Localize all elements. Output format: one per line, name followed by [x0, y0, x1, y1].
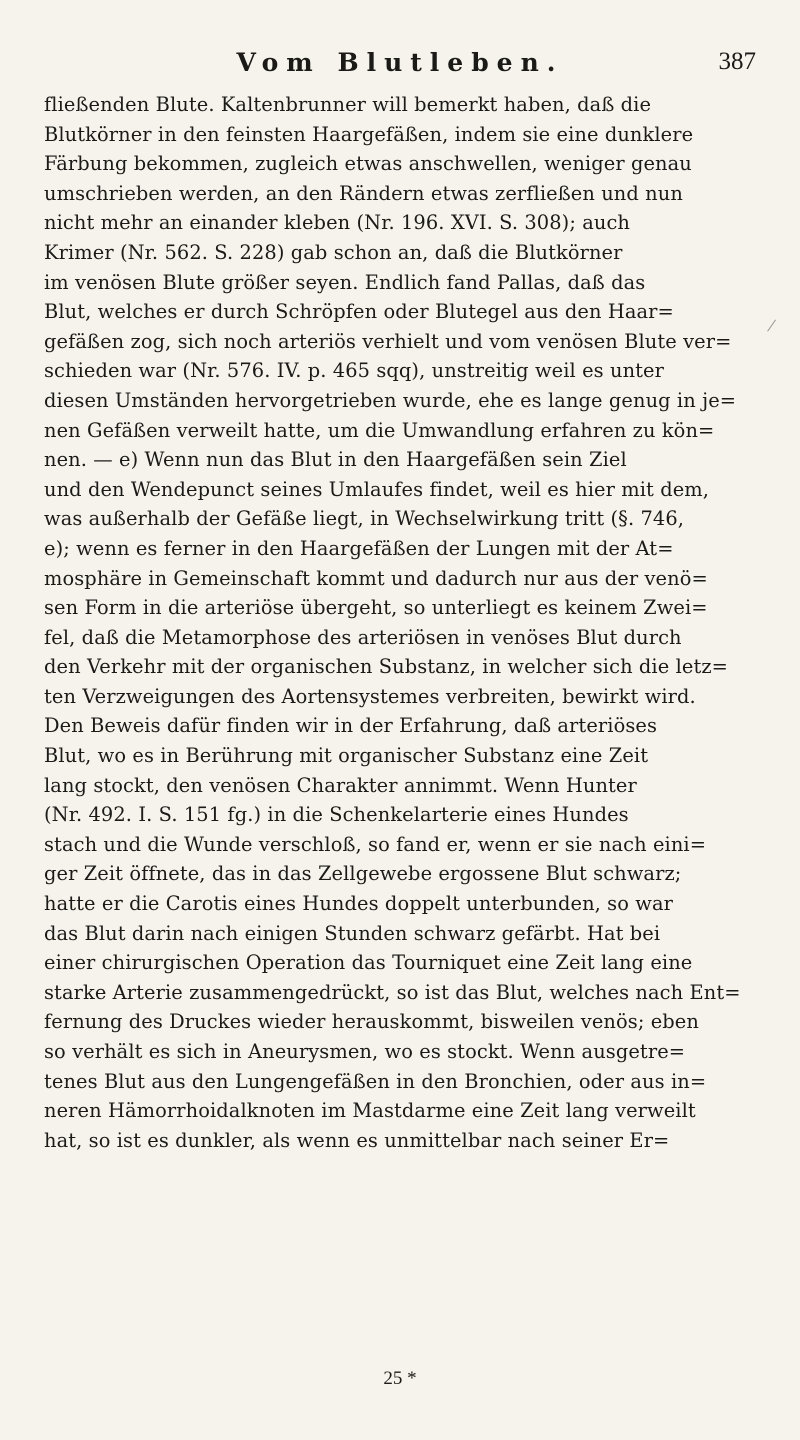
text-line: diesen Umständen hervorgetrieben wurde, ehe es lange genug in je=: [44, 388, 737, 412]
text-line: fel, daß die Metamorphose des arteriösen in venöses Blut durch: [44, 625, 682, 649]
page-number: 387: [718, 48, 756, 75]
text-line: hatte er die Carotis eines Hundes doppelt unterbunden, so war: [44, 892, 673, 916]
text-line: Blut, welches er durch Schröpfen oder Blutegel aus den Haar=: [44, 300, 674, 324]
running-head: Vom Blutleben.: [236, 48, 564, 77]
text-line: Krimer (Nr. 562. S. 228) gab schon an, daß die Blutkörner: [44, 240, 623, 264]
text-line: im venösen Blute größer seyen. Endlich fand Pallas, daß das: [44, 270, 646, 294]
text-line: sen Form in die arteriöse übergeht, so unterliegt es keinem Zwei=: [44, 596, 708, 620]
margin-mark: [767, 320, 786, 339]
text-line: mosphäre in Gemeinschaft kommt und dadurch nur aus der venö=: [44, 566, 708, 590]
text-line: Blut, wo es in Berührung mit organischer Substanz eine Zeit: [44, 744, 649, 768]
text-line: nicht mehr an einander kleben (Nr. 196. XVI. S. 308); auch: [44, 211, 631, 235]
text-line: ger Zeit öffnete, das in das Zellgewebe ergossene Blut schwarz;: [44, 862, 682, 886]
text-line: tenes Blut aus den Lungengefäßen in den Bronchien, oder aus in=: [44, 1069, 707, 1093]
text-line: neren Hämorrhoidalknoten im Mastdarme eine Zeit lang verweilt: [44, 1099, 696, 1123]
text-line: lang stockt, den venösen Charakter annimmt. Wenn Hunter: [44, 773, 637, 797]
signature-mark: 25 *: [383, 1368, 417, 1389]
text-line: den Verkehr mit der organischen Substanz, in welcher sich die letz=: [44, 655, 729, 679]
text-line: e); wenn es ferner in den Haargefäßen der Lungen mit der At=: [44, 536, 674, 560]
text-line: Färbung bekommen, zugleich etwas anschwellen, weniger genau: [44, 152, 692, 176]
text-line: gefäßen zog, sich noch arteriös verhielt und vom venösen Blute ver=: [44, 329, 732, 353]
text-line: ten Verzweigungen des Aortensystemes verbreiten, bewirkt wird.: [44, 684, 696, 708]
text-line: nen Gefäßen verweilt hatte, um die Umwandlung erfahren zu kön=: [44, 418, 715, 442]
text-line: hat, so ist es dunkler, als wenn es unmittelbar nach seiner Er=: [44, 1128, 670, 1152]
text-line: starke Arterie zusammengedrückt, so ist das Blut, welches nach Ent=: [44, 980, 741, 1004]
text-line: schieden war (Nr. 576. IV. p. 465 sqq), unstreitig weil es unter: [44, 359, 665, 383]
text-line: einer chirurgischen Operation das Tourniquet eine Zeit lang eine: [44, 951, 693, 975]
text-line: so verhält es sich in Aneurysmen, wo es stockt. Wenn ausgetre=: [44, 1040, 686, 1063]
text-line: fernung des Druckes wieder herauskommt, bisweilen venös; eben: [44, 1010, 699, 1034]
text-line: und den Wendepunct seines Umlaufes findet, weil es hier mit dem,: [44, 477, 710, 501]
text-line: (Nr. 492. I. S. 151 fg.) in die Schenkelarterie eines Hundes: [44, 803, 629, 827]
text-line: nen. — e) Wenn nun das Blut in den Haargefäßen sein Ziel: [44, 448, 627, 472]
body-text: [44, 90, 754, 1155]
text-line: Blutkörner in den feinsten Haargefäßen, indem sie eine dunklere: [44, 122, 694, 146]
text-line: was außerhalb der Gefäße liegt, in Wechselwirkung tritt (§. 746,: [44, 507, 685, 531]
text-line: stach und die Wunde verschloß, so fand er, wenn er sie nach eini=: [44, 832, 707, 856]
text-line: umschrieben werden, an den Rändern etwas zerfließen und nun: [44, 181, 683, 205]
text-line: fließenden Blute. Kaltenbrunner will bemerkt haben, daß die: [44, 93, 652, 116]
text-line: Den Beweis dafür finden wir in der Erfahrung, daß arteriöses: [44, 714, 658, 738]
text-line: das Blut darin nach einigen Stunden schwarz gefärbt. Hat bei: [44, 921, 661, 945]
page-header: [44, 48, 756, 84]
